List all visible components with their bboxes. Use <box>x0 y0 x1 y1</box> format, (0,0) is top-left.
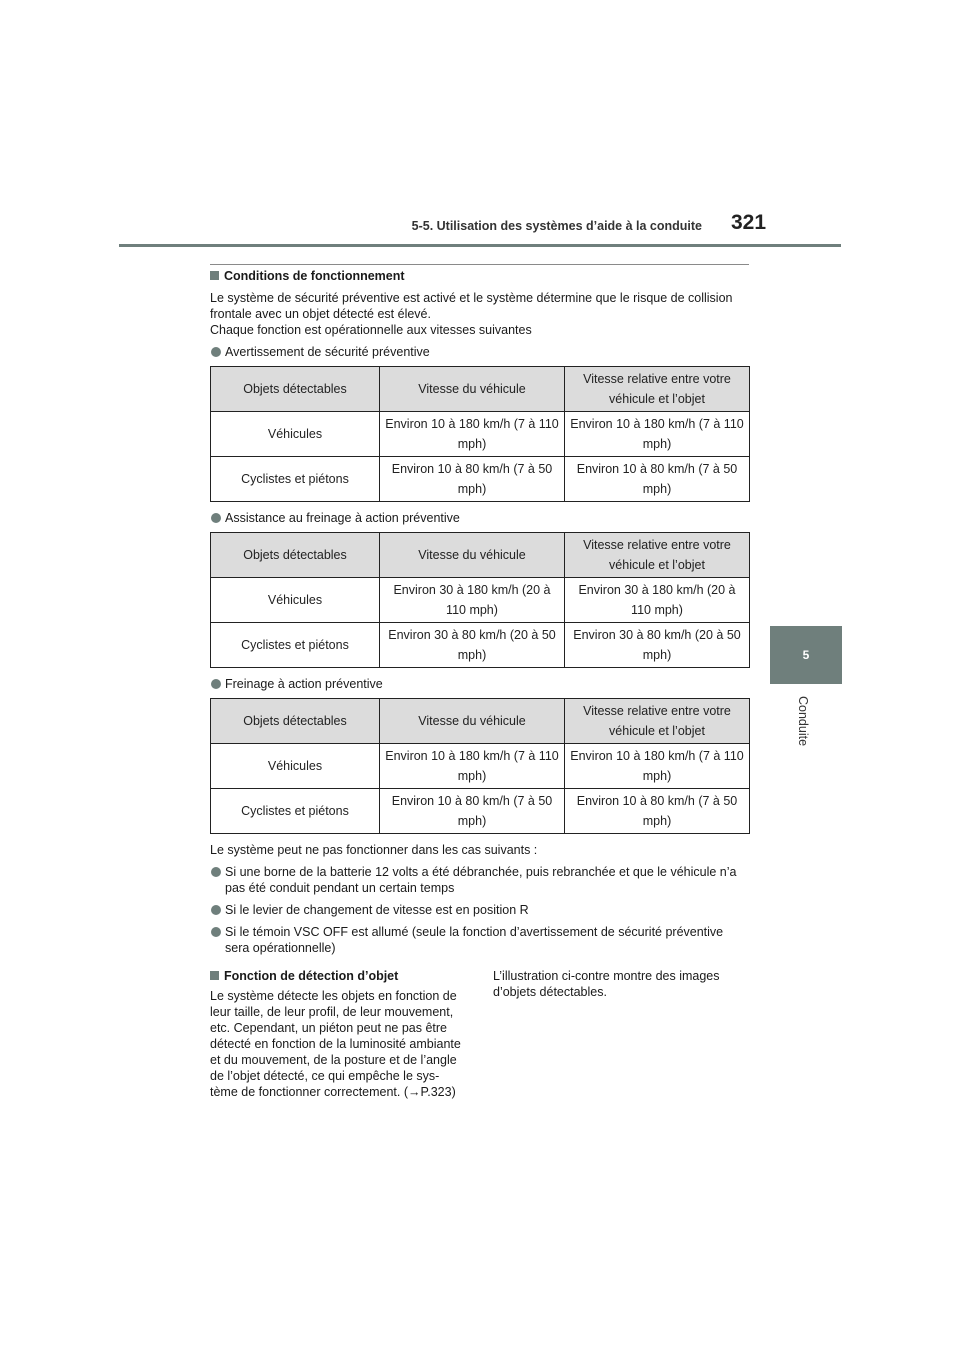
table-cell: Environ 10 à 80 km/h (7 à 50 mph) <box>565 457 750 502</box>
table-cell: Environ 30 à 180 km/h (20 à 110 mph) <box>380 578 565 623</box>
speed-table-warning <box>210 366 750 502</box>
table-cell: Environ 10 à 180 km/h (7 à 110 mph) <box>565 412 750 457</box>
table-cell: Environ 10 à 180 km/h (7 à 110 mph) <box>380 412 565 457</box>
table-cell: Cyclistes et piétons <box>211 623 380 668</box>
detection-right-column <box>493 968 750 1100</box>
chapter-label: Conduite <box>796 696 810 747</box>
limitation-item: Si le témoin VSC OFF est allumé (seule la fonction d’avertissement de sécurité préventive sera opérationnelle) <box>210 924 750 956</box>
circle-bullet-icon <box>211 867 221 877</box>
circle-bullet-icon <box>211 927 221 937</box>
conditions-heading: Conditions de fonctionnement <box>210 268 750 284</box>
column-header: Vitesse relative entre votre véhicule et l’objet <box>565 367 750 412</box>
table-cell: Environ 30 à 180 km/h (20 à 110 mph) <box>565 578 750 623</box>
table-row <box>211 578 750 623</box>
column-header: Objets détectables <box>211 699 380 744</box>
section-header-title: 5-5. Utilisation des systèmes d’aide à la conduite <box>411 219 702 233</box>
square-bullet-icon <box>210 271 219 280</box>
circle-bullet-icon <box>211 679 221 689</box>
circle-bullet-icon <box>211 905 221 915</box>
detection-left-column <box>210 968 467 1100</box>
table-header-row <box>211 699 750 744</box>
detection-body: Le système détecte les objets en fonction de leur taille, de leur profil, de leur mouvement, etc. Cependant, un piéton peut ne pas être détecté en fonction de la luminosité ambiante et du mouvement, de la posture et de l’angle de l’objet détecté, ce qui empêche le sys-tème de fonctionner correctement. (→P.323) <box>210 989 461 1099</box>
detection-heading: Fonction de détection d’objet <box>210 968 467 984</box>
table-cell: Véhicules <box>211 578 380 623</box>
limitation-item: Si le levier de changement de vitesse est en position R <box>210 902 750 918</box>
column-header: Vitesse du véhicule <box>380 533 565 578</box>
table-cell: Environ 10 à 180 km/h (7 à 110 mph) <box>380 744 565 789</box>
table-cell: Cyclistes et piétons <box>211 457 380 502</box>
section-rule <box>210 264 749 265</box>
table-cell: Véhicules <box>211 412 380 457</box>
table-cell: Véhicules <box>211 744 380 789</box>
limitations-intro: Le système peut ne pas fonctionner dans les cas suivants : <box>210 843 538 857</box>
column-header: Vitesse relative entre votre véhicule et l’objet <box>565 699 750 744</box>
table-row <box>211 744 750 789</box>
column-header: Objets détectables <box>211 533 380 578</box>
header-rule <box>119 244 841 247</box>
table-title-braking: Freinage à action préventive <box>210 676 750 692</box>
page-number: 321 <box>731 211 767 234</box>
table-header-row <box>211 533 750 578</box>
intro-paragraph: Le système de sécurité préventive est activé et le système détermine que le risque de collision frontale avec un objet détecté est élevé. Chaque fonction est opérationnelle aux vitesses suivantes <box>210 291 733 337</box>
column-header: Vitesse relative entre votre véhicule et l’objet <box>565 533 750 578</box>
detection-section <box>210 968 750 1100</box>
table-title-warning: Avertissement de sécurité préventive <box>210 344 750 360</box>
table-cell: Environ 10 à 80 km/h (7 à 50 mph) <box>380 457 565 502</box>
chapter-number: 5 <box>802 648 810 662</box>
column-header: Objets détectables <box>211 367 380 412</box>
column-header: Vitesse du véhicule <box>380 699 565 744</box>
square-bullet-icon <box>210 971 219 980</box>
speed-table-braking <box>210 698 750 834</box>
illustration-note: L’illustration ci-contre montre des images d’objets détectables. <box>493 969 720 999</box>
table-cell: Environ 30 à 80 km/h (20 à 50 mph) <box>380 623 565 668</box>
limitation-item: Si une borne de la batterie 12 volts a été débranchée, puis rebranchée et que le véhicule n’a pas été conduit pendant un certain temps <box>210 864 750 896</box>
table-cell: Cyclistes et piétons <box>211 789 380 834</box>
speed-table-brake-assist <box>210 532 750 668</box>
table-cell: Environ 30 à 80 km/h (20 à 50 mph) <box>565 623 750 668</box>
table-title-brake-assist: Assistance au freinage à action préventive <box>210 510 750 526</box>
page-content <box>210 268 750 1100</box>
table-row <box>211 457 750 502</box>
table-row <box>211 623 750 668</box>
chapter-tab[interactable] <box>770 626 842 684</box>
circle-bullet-icon <box>211 347 221 357</box>
column-header: Vitesse du véhicule <box>380 367 565 412</box>
table-cell: Environ 10 à 80 km/h (7 à 50 mph) <box>565 789 750 834</box>
table-cell: Environ 10 à 180 km/h (7 à 110 mph) <box>565 744 750 789</box>
table-cell: Environ 10 à 80 km/h (7 à 50 mph) <box>380 789 565 834</box>
table-row <box>211 789 750 834</box>
circle-bullet-icon <box>211 513 221 523</box>
table-header-row <box>211 367 750 412</box>
table-row <box>211 412 750 457</box>
